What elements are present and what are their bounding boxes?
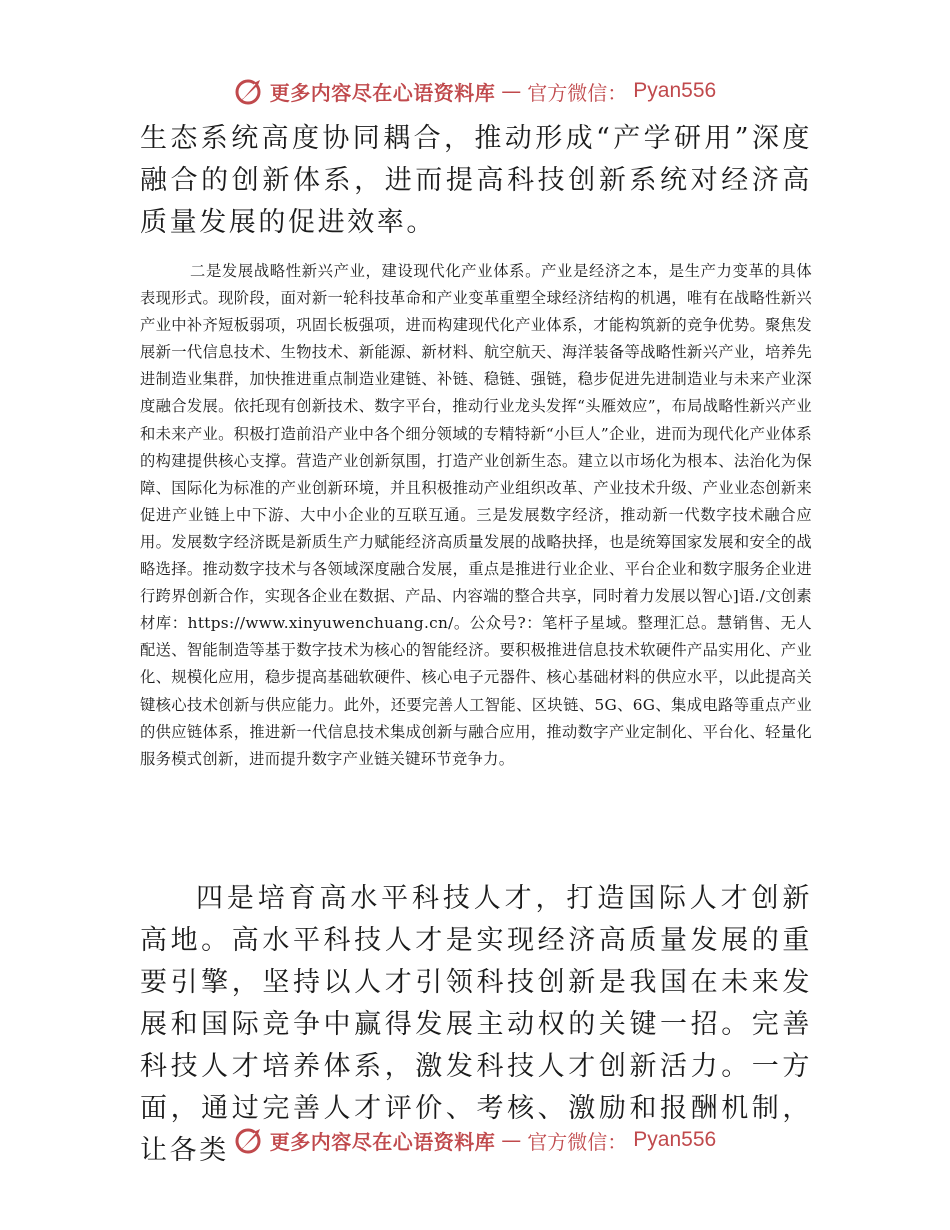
footer-banner-separator: — [501, 1128, 522, 1152]
body-paragraph-3: 四是培育高水平科技人才，打造国际人才创新高地。高水平科技人才是实现经济高质量发展的重要引擎，坚持以人才引领科技创新是我国在未来发展和国际竞争中赢得发展主动权的关键一招。完善科技人才培养体系，激发科技人才创新活力。一方面，通过完善人才评价、考核、激励和报酬机制，让各类 [140, 883, 812, 1166]
feather-pen-logo-icon [234, 76, 264, 106]
feather-pen-logo-icon [234, 1125, 264, 1155]
header-banner-separator: — [501, 79, 522, 103]
body-paragraph-1: 生态系统高度协同耦合，推动形成“产学研用”深度融合的创新体系，进而提高科技创新系统对经济高质量发展的促进效率。 [140, 123, 812, 238]
header-banner-text: 更多内容尽在心语资料库 [269, 80, 496, 105]
footer-wechat-id: Pyan556 [633, 1128, 717, 1151]
body-paragraph-2: 二是发展战略性新兴产业，建设现代化产业体系。产业是经济之本，是生产力变革的具体表现形式。现阶段，面对新一轮科技革命和产业变革重塑全球经济结构的机遇，唯有在战略性新兴产业中补齐短板弱项，巩固长板强项，进而构建现代化产业体系，才能构筑新的竞争优势。聚焦发展新一代信息技术、生物技术、新能源、新材料、航空航天、海洋装备等战略性新兴产业，培养先进制造业集群，加快推进重点制造业建链、补链、稳链、强链，稳步促进先进制造业与未来产业深度融合发展。依托现有创新技术、数字平台，推动行业龙头发挥“头雁效应”，布局战略性新兴产业和未来产业。积极打造前沿产业中各个细分领域的专精特新“小巨人”企业，进而为现代化产业体系的构建提供核心支撑。营造产业创新氛围，打造产业创新生态。建立以市场化为根本、法治化为保障、国际化为标准的产业创新环境，并且积极推动产业组织改革、产业技术升级、产业业态创新来促进产业链上中下游、大中小企业的互联互通。三是发展数字经济，推动新一代数字技术融合应用。发展数字经济既是新质生产力赋能经济高质量发展的战略抉择，也是统筹国家发展和安全的战略选择。推动数字技术与各领域深度融合发展，重点是推进行业企业、平台企业和数字服务企业进行跨界创新合作，实现各企业在数据、产品、内容端的整合共享，同时着力发展以智心]语./文创素材库：https://www.xinyuwenchuang.cn/。公众号?：笔杆子星域。整理汇总。慧销售、无人配送、智能制造等基于数字技术为核心的智能经济。要积极推进信息技术软硬件产品实用化、产业化、规模化应用，稳步提高基础软硬件、核心电子元器件、核心基础材料的供应水平，以此提高关键核心技术创新与供应能力。此外，还要完善人工智能、区块链、5G、6G、集成电路等重点产业的供应链体系，推进新一代信息技术集成创新与融合应用，推动数字产业定制化、平台化、轻量化服务模式创新，进而提升数字产业链关键环节竞争力。 [140, 262, 812, 768]
header-wechat-label: 官方微信： [527, 80, 628, 105]
footer-banner [0, 1120, 950, 1160]
header-banner [0, 71, 950, 111]
footer-banner-text: 更多内容尽在心语资料库 [269, 1129, 496, 1154]
footer-wechat-label: 官方微信： [527, 1129, 628, 1154]
header-wechat-id: Pyan556 [633, 79, 717, 102]
